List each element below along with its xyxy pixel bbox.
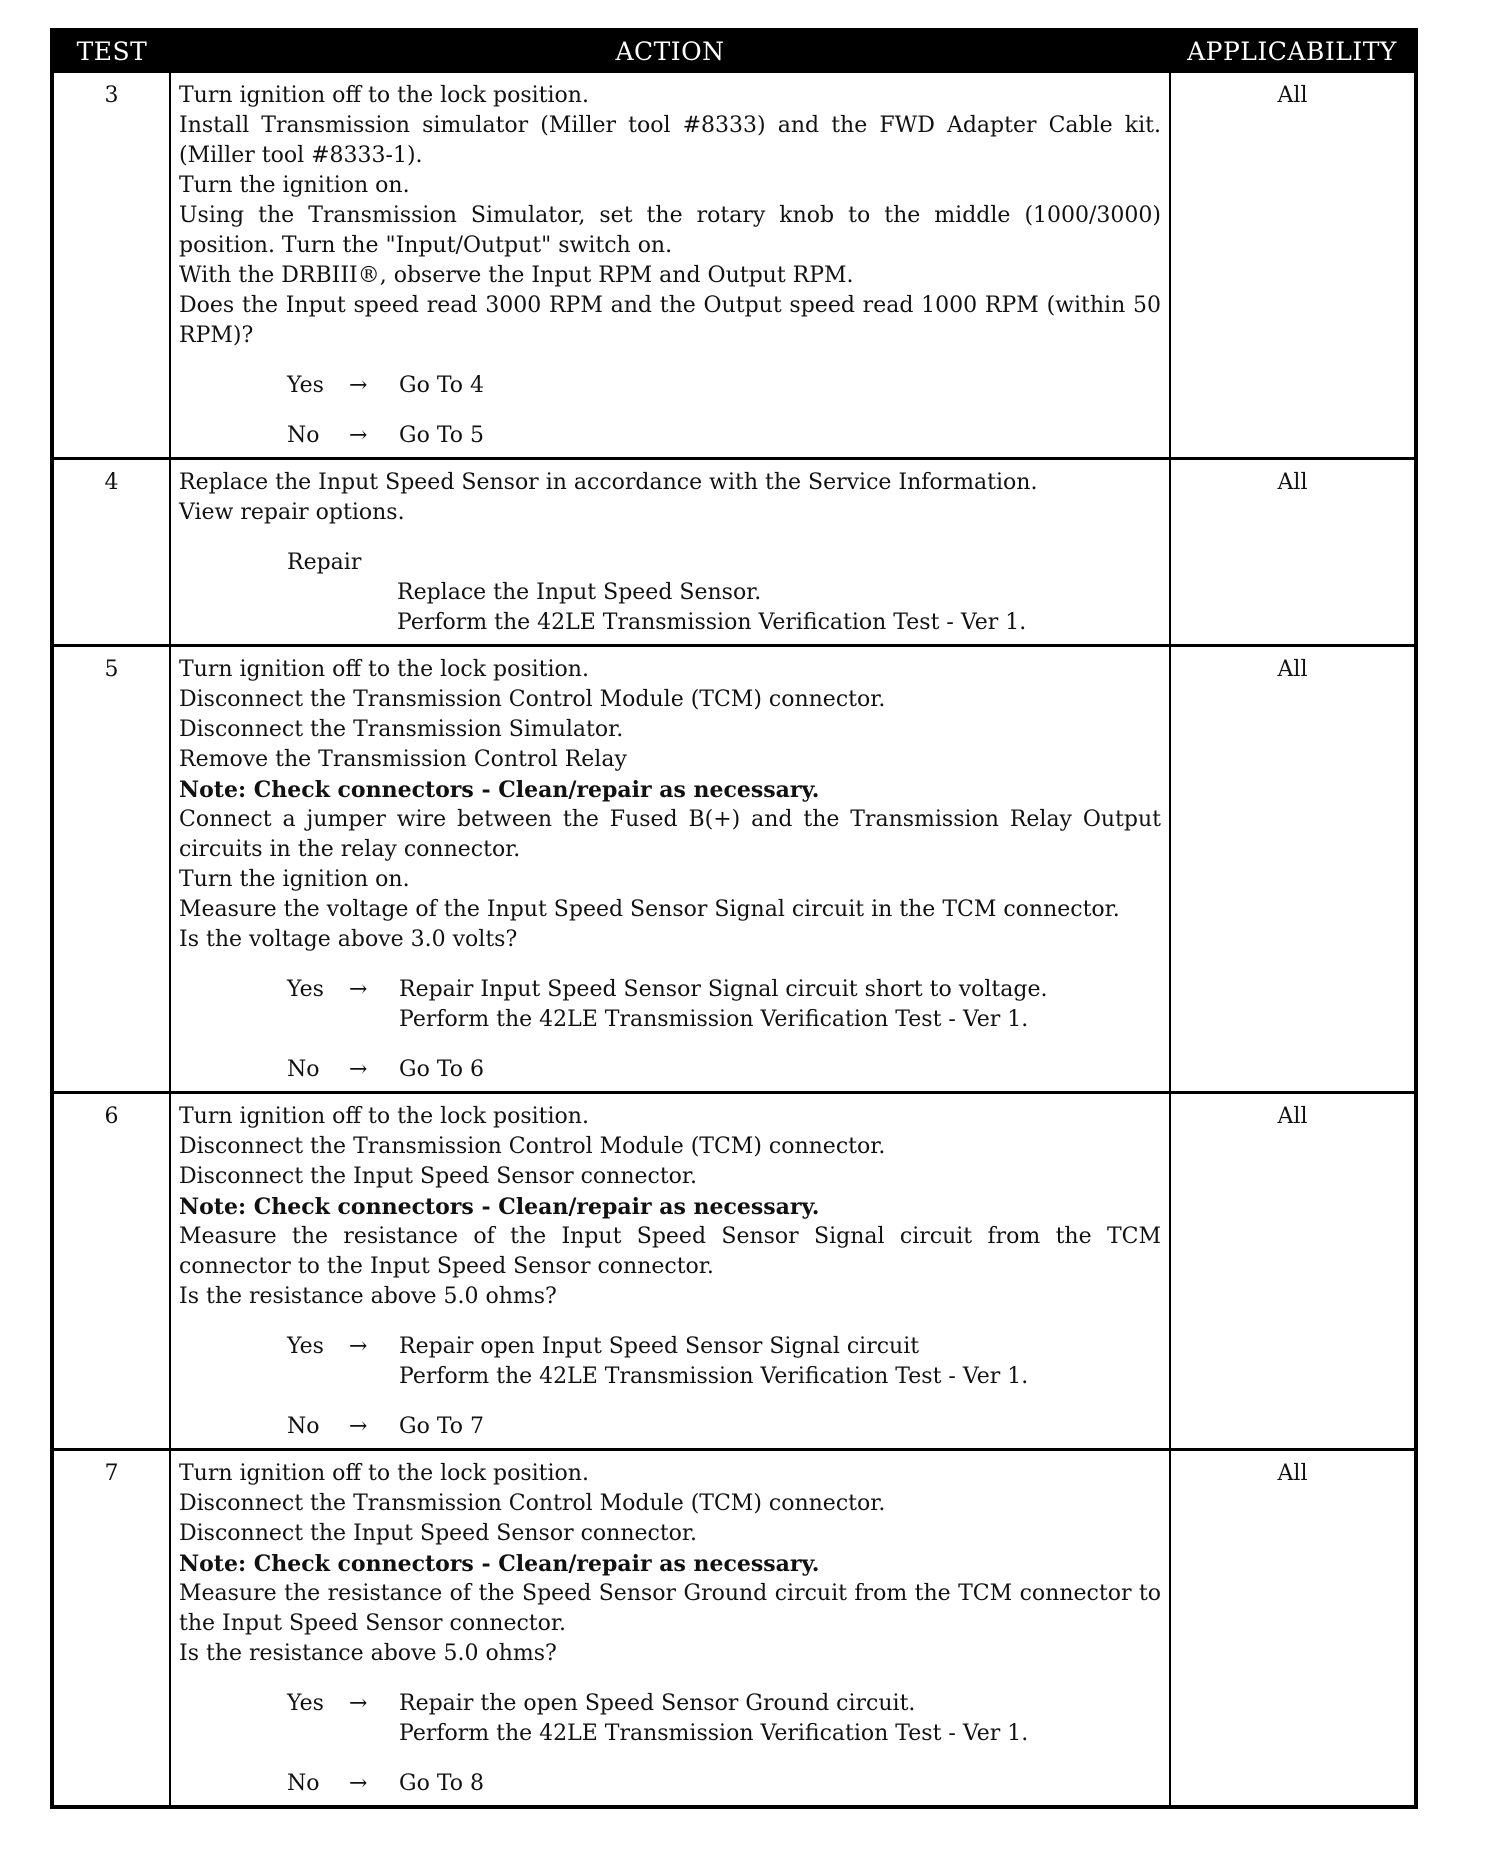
header-applicability: APPLICABILITY (1170, 30, 1416, 72)
choice-no (287, 1055, 1161, 1085)
right-arrow-icon: → (349, 1691, 368, 1716)
action-line: Measure the resistance of the Speed Sensor Ground circuit from the TCM connector to the Input Speed Sensor connector. (179, 1581, 1161, 1636)
header-test: TEST (52, 30, 170, 72)
right-arrow-icon: → (349, 1414, 368, 1439)
action-line: Remove the Transmission Control Relay (179, 747, 627, 772)
action-line: Disconnect the Transmission Simulator. (179, 717, 624, 742)
test-number: 6 (52, 1093, 170, 1450)
action-cell (170, 1450, 1170, 1808)
choice-label: Yes (287, 373, 324, 398)
table-body (52, 72, 1416, 1808)
note-text: Note: Check connectors - Clean/repair as necessary. (179, 1194, 820, 1220)
action-line: Turn the ignition on. (179, 867, 410, 892)
action-line: With the DRBIII®, observe the Input RPM and Output RPM. (179, 263, 854, 288)
choice-result-line: Repair the open Speed Sensor Ground circuit. (399, 1691, 916, 1716)
table-row (52, 1450, 1416, 1808)
choice-result-line: Go To 6 (399, 1057, 485, 1082)
right-arrow-icon: → (349, 1334, 368, 1359)
applicability-value: All (1170, 72, 1416, 459)
action-line: Turn ignition off to the lock position. (179, 1104, 589, 1129)
action-line: Using the Transmission Simulator, set the rotary knob to the middle (1000/3000) position. Turn the "Input/Output" switch on. (179, 203, 1161, 258)
action-line: Disconnect the Transmission Control Module (TCM) connector. (179, 1134, 886, 1159)
choice-result (399, 1689, 1161, 1749)
applicability-value: All (1170, 1093, 1416, 1450)
action-line: Measure the voltage of the Input Speed Sensor Signal circuit in the TCM connector. (179, 897, 1120, 922)
action-line: Replace the Input Speed Sensor in accordance with the Service Information. (179, 470, 1038, 495)
action-line: Disconnect the Transmission Control Module (TCM) connector. (179, 1491, 886, 1516)
test-number: 3 (52, 72, 170, 459)
action-line: Install Transmission simulator (Miller tool #8333) and the FWD Adapter Cable kit.(Miller tool #8333-1). (179, 113, 1161, 168)
choice-result-line: Perform the 42LE Transmission Verification Test - Ver 1. (399, 1007, 1029, 1032)
action-cell (170, 459, 1170, 646)
choice-result (399, 1332, 1161, 1392)
choice-result-line: Go To 8 (399, 1771, 485, 1796)
choice-yes (287, 975, 1161, 1035)
choice-label: No (287, 1414, 320, 1439)
choice-no (287, 421, 1161, 451)
action-line: View repair options. (179, 500, 405, 525)
right-arrow-icon: → (349, 373, 368, 398)
action-line: Disconnect the Transmission Control Module (TCM) connector. (179, 687, 886, 712)
choice-label: No (287, 1057, 320, 1082)
choice-result-line: Go To 4 (399, 373, 485, 398)
choice-result (399, 371, 1161, 401)
right-arrow-icon: → (349, 423, 368, 448)
right-arrow-icon: → (349, 977, 368, 1002)
choice-no (287, 1769, 1161, 1799)
table-header-row (52, 30, 1416, 72)
test-number: 7 (52, 1450, 170, 1808)
table-row (52, 1093, 1416, 1450)
choice-result (399, 1055, 1161, 1085)
repair-label: Repair (287, 550, 362, 575)
choice-label: No (287, 423, 320, 448)
note-text: Note: Check connectors - Clean/repair as necessary. (179, 777, 820, 803)
choice-result (399, 421, 1161, 451)
choice-result-line: Go To 5 (399, 423, 485, 448)
choice-result-line: Go To 7 (399, 1414, 485, 1439)
action-line: Turn ignition off to the lock position. (179, 1461, 589, 1486)
action-line: Measure the resistance of the Input Speed Sensor Signal circuit from the TCM connector to the Input Speed Sensor connector. (179, 1224, 1161, 1279)
action-line: Disconnect the Input Speed Sensor connector. (179, 1521, 698, 1546)
diagnostic-test-table (50, 28, 1418, 1809)
choice-result-line: Perform the 42LE Transmission Verification Test - Ver 1. (399, 1364, 1029, 1389)
action-line: Disconnect the Input Speed Sensor connector. (179, 1164, 698, 1189)
choice-label: Yes (287, 977, 324, 1002)
note-text: Note: Check connectors - Clean/repair as necessary. (179, 1551, 820, 1577)
action-cell (170, 646, 1170, 1093)
right-arrow-icon: → (349, 1057, 368, 1082)
choice-no (287, 1412, 1161, 1442)
test-number: 5 (52, 646, 170, 1093)
action-line: Does the Input speed read 3000 RPM and the Output speed read 1000 RPM (within 50 RPM)? (179, 293, 1161, 348)
table-row (52, 72, 1416, 459)
action-cell (170, 1093, 1170, 1450)
test-number: 4 (52, 459, 170, 646)
applicability-value: All (1170, 459, 1416, 646)
choice-result-line: Perform the 42LE Transmission Verification Test - Ver 1. (399, 1721, 1029, 1746)
action-line: Turn ignition off to the lock position. (179, 657, 589, 682)
choice-yes (287, 371, 1161, 401)
action-line: Turn the ignition on. (179, 173, 410, 198)
choice-result-line: Repair open Input Speed Sensor Signal circuit (399, 1334, 920, 1359)
action-line: Is the voltage above 3.0 volts? (179, 927, 518, 952)
repair-items (397, 578, 1161, 638)
repair-item: Perform the 42LE Transmission Verification Test - Ver 1. (397, 610, 1027, 635)
applicability-value: All (1170, 1450, 1416, 1808)
table-row (52, 646, 1416, 1093)
header-action: ACTION (170, 30, 1170, 72)
action-line: Turn ignition off to the lock position. (179, 83, 589, 108)
choice-yes (287, 1689, 1161, 1749)
choice-label: Yes (287, 1691, 324, 1716)
choice-yes (287, 1332, 1161, 1392)
repair-item: Replace the Input Speed Sensor. (397, 580, 762, 605)
action-line: Is the resistance above 5.0 ohms? (179, 1284, 557, 1309)
choice-result-line: Repair Input Speed Sensor Signal circuit short to voltage. (399, 977, 1048, 1002)
right-arrow-icon: → (349, 1771, 368, 1796)
action-cell (170, 72, 1170, 459)
choice-result (399, 1412, 1161, 1442)
action-line: Is the resistance above 5.0 ohms? (179, 1641, 557, 1666)
choice-result (399, 975, 1161, 1035)
choice-label: Yes (287, 1334, 324, 1359)
choice-label: No (287, 1771, 320, 1796)
table-row (52, 459, 1416, 646)
action-line: Connect a jumper wire between the Fused B(+) and the Transmission Relay Output circuits in the relay connector. (179, 807, 1161, 862)
applicability-value: All (1170, 646, 1416, 1093)
choice-result (399, 1769, 1161, 1799)
